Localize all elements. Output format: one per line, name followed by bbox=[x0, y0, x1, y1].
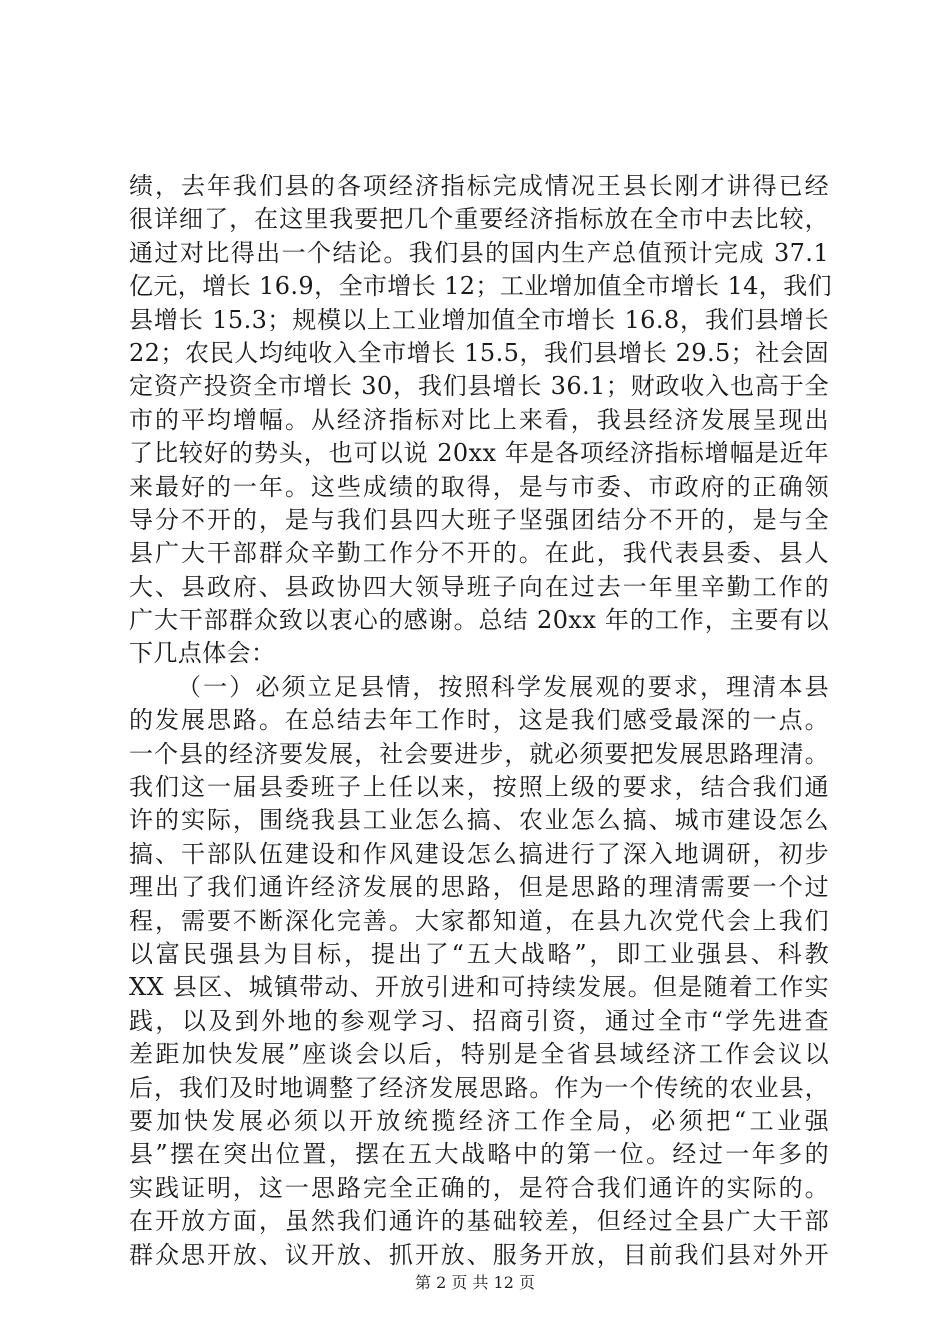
text-line: 一个县的经济要发展，社会要进步，就必须要把发展思路理清。 bbox=[129, 739, 829, 768]
text-line: 县增长 15.3；规模以上工业增加值全市增长 16.8，我们县增长 bbox=[129, 305, 829, 334]
document-body bbox=[129, 170, 833, 1272]
text-line: 县”摆在突出位置，摆在五大战略中的第一位。经过一年多的 bbox=[129, 1140, 829, 1169]
text-line: 理出了我们通许经济发展的思路，但是思路的理清需要一个过 bbox=[129, 873, 829, 902]
text-line: 大、县政府、县政协四大领导班子向在过去一年里辛勤工作的 bbox=[129, 572, 829, 601]
text-line: 以富民强县为目标，提出了“五大战略”，即工业强县、科教 bbox=[129, 939, 829, 968]
paragraph-2 bbox=[129, 671, 829, 1272]
text-line: XX 县区、城镇带动、开放引进和可持续发展。但是随着工作实 bbox=[129, 973, 829, 1002]
text-line: 定资产投资全市增长 30，我们县增长 36.1；财政收入也高于全 bbox=[129, 372, 829, 401]
paragraph-1 bbox=[129, 170, 833, 671]
text-line: 程，需要不断深化完善。大家都知道，在县九次党代会上我们 bbox=[129, 906, 829, 935]
text-line: 来最好的一年。这些成绩的取得，是与市委、市政府的正确领 bbox=[129, 472, 829, 501]
text-line: 导分不开的，是与我们县四大班子坚强团结分不开的，是与全 bbox=[129, 505, 829, 534]
text-line: 群众思开放、议开放、抓开放、服务开放，目前我们县对外开 bbox=[129, 1240, 829, 1269]
text-line: 许的实际，围绕我县工业怎么搞、农业怎么搞、城市建设怎么 bbox=[129, 806, 829, 835]
text-line: 绩，去年我们县的各项经济指标完成情况王县长刚才讲得已经 bbox=[129, 172, 829, 200]
text-line: 通过对比得出一个结论。我们县的国内生产总值预计完成 37.1 bbox=[129, 238, 829, 267]
text-line: 我们这一届县委班子上任以来，按照上级的要求，结合我们通 bbox=[129, 773, 829, 802]
text-line: 的发展思路。在总结去年工作时，这是我们感受最深的一点。 bbox=[129, 706, 829, 735]
text-line: 22；农民人均纯收入全市增长 15.5，我们县增长 29.5；社会固 bbox=[129, 338, 829, 367]
text-line: 搞、干部队伍建设和作风建设怎么搞进行了深入地调研，初步 bbox=[129, 839, 829, 868]
text-line: 很详细了，在这里我要把几个重要经济指标放在全市中去比较， bbox=[129, 205, 829, 234]
text-line: 在开放方面，虽然我们通许的基础较差，但经过全县广大干部 bbox=[129, 1207, 829, 1236]
text-line: 实践证明，这一思路完全正确的，是符合我们通许的实际的。 bbox=[129, 1173, 829, 1202]
text-line: 践，以及到外地的参观学习、招商引资，通过全市“学先进查 bbox=[129, 1006, 829, 1035]
text-line: 了比较好的势头，也可以说 20xx 年是各项经济指标增幅是近年 bbox=[129, 439, 829, 468]
text-line: 县广大干部群众辛勤工作分不开的。在此，我代表县委、县人 bbox=[129, 539, 829, 568]
text-line: 差距加快发展”座谈会以后，特别是全省县域经济工作会议以 bbox=[129, 1040, 829, 1069]
text-line: 亿元，增长 16.9，全市增长 12；工业增加值全市增长 14，我们 bbox=[129, 272, 833, 301]
text-line: （一）必须立足县情，按照科学发展观的要求，理清本县 bbox=[177, 672, 829, 701]
text-line: 市的平均增幅。从经济指标对比上来看，我县经济发展呈现出 bbox=[129, 405, 829, 434]
text-line: 要加快发展必须以开放统揽经济工作全局，必须把“工业强 bbox=[129, 1106, 829, 1135]
text-line: 广大干部群众致以衷心的感谢。总结 20xx 年的工作，主要有以 bbox=[129, 606, 829, 635]
text-line: 后，我们及时地调整了经济发展思路。作为一个传统的农业县， bbox=[129, 1073, 829, 1102]
page-number-footer: 第 2 页 共 12 页 bbox=[415, 1273, 535, 1292]
text-line: 下几点体会： bbox=[129, 639, 276, 668]
